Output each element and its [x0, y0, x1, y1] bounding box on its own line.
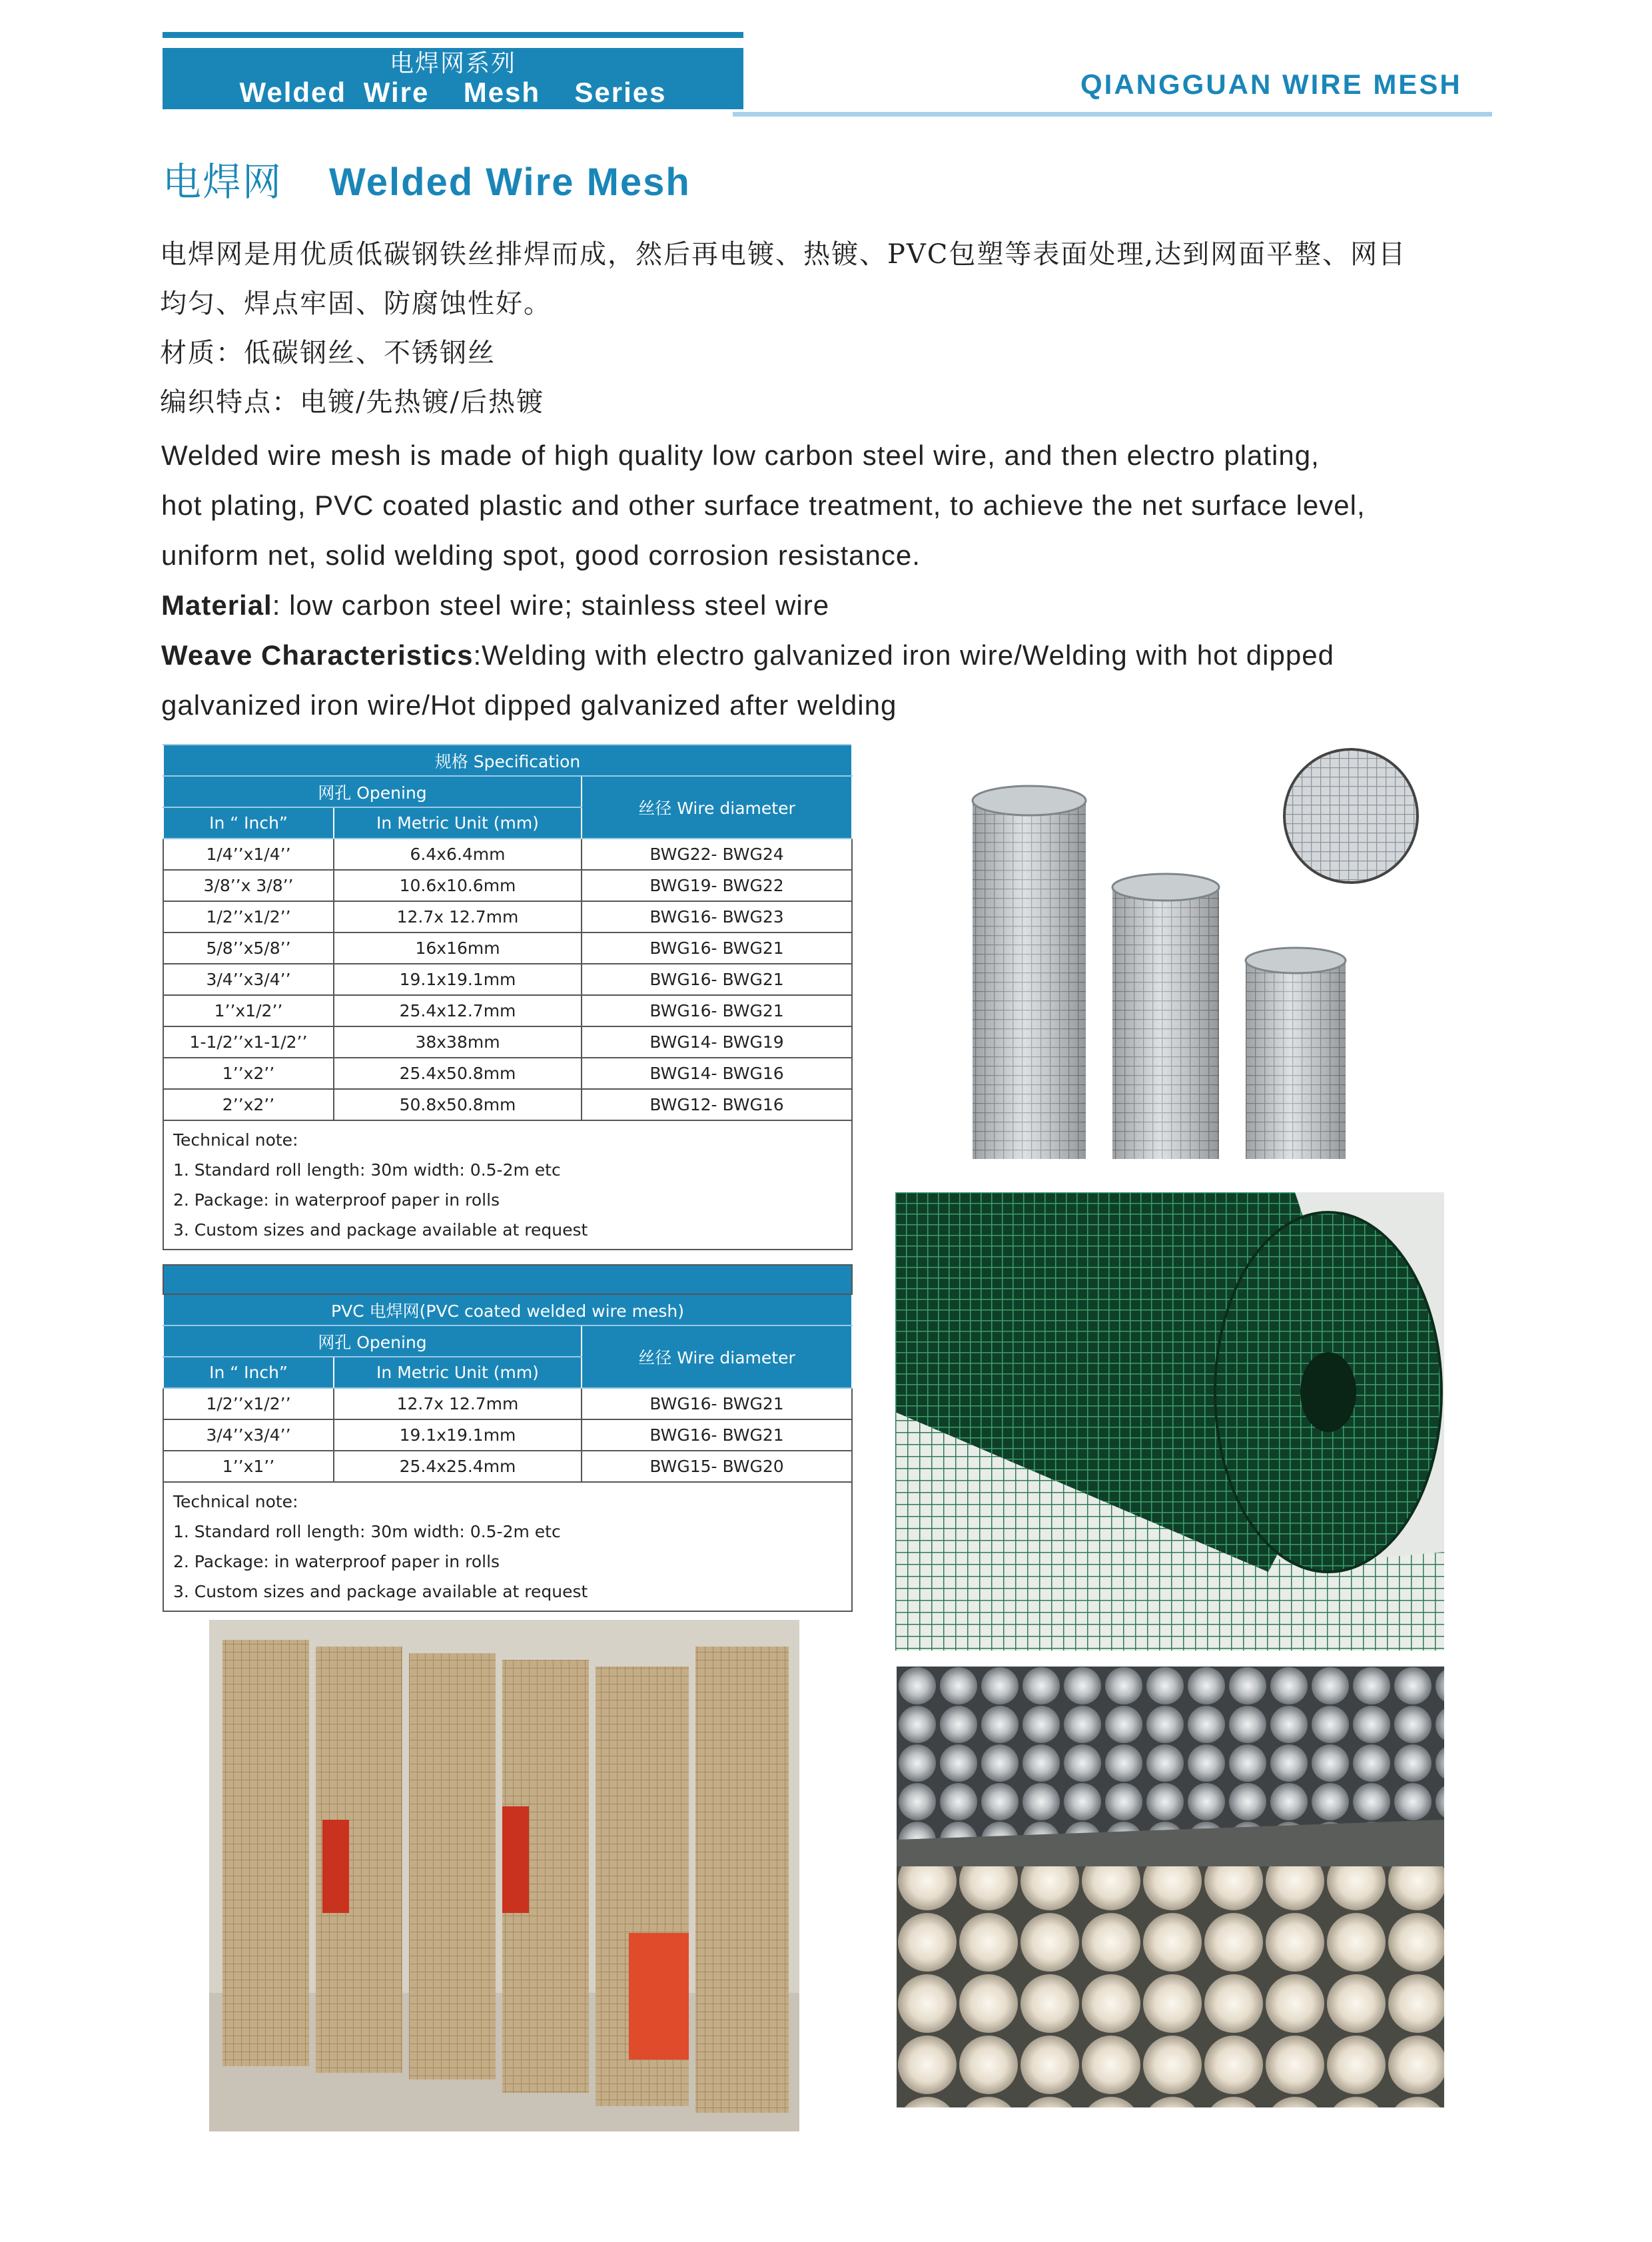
- intro-cn-line2: 均匀、焊点牢固、防腐蚀性好。: [160, 288, 552, 319]
- table-row: [163, 1388, 852, 1419]
- cell-wire: BWG16- BWG21: [582, 995, 852, 1026]
- material-en: [161, 589, 829, 621]
- header-divider: [733, 112, 1492, 117]
- table-row: [163, 839, 852, 870]
- series-banner: [163, 48, 743, 109]
- technical-note: [163, 1120, 852, 1250]
- cell-inch: 1/4’’x1/4’’: [163, 839, 334, 870]
- weave-en: [161, 639, 1334, 671]
- page-title: [163, 151, 691, 206]
- cell-metric: 38x38mm: [334, 1026, 582, 1058]
- cell-inch: 2’’x2’’: [163, 1089, 334, 1120]
- cell-metric: 25.4x50.8mm: [334, 1058, 582, 1089]
- opening-header: 网孔 Opening: [163, 776, 582, 807]
- cell-wire: BWG16- BWG21: [582, 1388, 852, 1419]
- cell-inch: 5/8’’x5/8’’: [163, 933, 334, 964]
- cell-metric: 10.6x10.6mm: [334, 870, 582, 901]
- material-text: : low carbon steel wire; stainless steel wire: [272, 589, 830, 621]
- cell-inch: 1’’x1’’: [163, 1451, 334, 1482]
- cell-metric: 12.7x 12.7mm: [334, 901, 582, 933]
- material-cn: 材质：低碳钢丝、不锈钢丝: [160, 338, 496, 368]
- cell-inch: 1/2’’x1/2’’: [163, 1388, 334, 1419]
- table-row: [163, 995, 852, 1026]
- intro-en-line3: uniform net, solid welding spot, good corrosion resistance.: [161, 540, 921, 571]
- cell-wire: BWG22- BWG24: [582, 839, 852, 870]
- inch-header: In “ Inch”: [163, 807, 334, 839]
- table-row: [163, 1419, 852, 1451]
- container-rolls-image: [897, 1667, 1444, 2107]
- cell-metric: 6.4x6.4mm: [334, 839, 582, 870]
- cell-metric: 19.1x19.1mm: [334, 964, 582, 995]
- brand-name: QIANGGUAN WIRE MESH: [1080, 69, 1462, 100]
- series-title-cn: 电焊网系列: [389, 50, 516, 77]
- cell-inch: 1’’x2’’: [163, 1058, 334, 1089]
- pvc-table-band: [163, 1265, 852, 1294]
- page-title-cn: 电焊网: [163, 159, 283, 204]
- cell-wire: BWG16- BWG23: [582, 901, 852, 933]
- intro-en-line2: hot plating, PVC coated plastic and other surface treatment, to achieve the net surface level,: [161, 490, 1366, 521]
- cell-inch: 3/8’’x 3/8’’: [163, 870, 334, 901]
- note-item: 3. Custom sizes and package available at request: [173, 1220, 588, 1240]
- pvc-spec-table: [163, 1264, 853, 1612]
- table-row: [163, 933, 852, 964]
- cell-wire: BWG14- BWG16: [582, 1058, 852, 1089]
- page-title-en: Welded Wire Mesh: [329, 161, 691, 204]
- cell-metric: 25.4x12.7mm: [334, 995, 582, 1026]
- cell-metric: 25.4x25.4mm: [334, 1451, 582, 1482]
- table-row: [163, 1058, 852, 1089]
- note-item: 1. Standard roll length: 30m width: 0.5-2m etc: [173, 1160, 561, 1180]
- packaged-rolls-image: [209, 1620, 799, 2131]
- intro-cn-line1: 电焊网是用优质低碳钢铁丝排焊而成，然后再电镀、热镀、PVC包塑等表面处理,达到网面平整、网目: [160, 239, 1407, 270]
- inch-header: In “ Inch”: [163, 1357, 334, 1388]
- metric-header: In Metric Unit (mm): [334, 1357, 582, 1388]
- cell-metric: 12.7x 12.7mm: [334, 1388, 582, 1419]
- cell-inch: 1’’x1/2’’: [163, 995, 334, 1026]
- spec-table-title: 规格 Specification: [163, 745, 852, 776]
- cell-wire: BWG16- BWG21: [582, 964, 852, 995]
- note-item: 3. Custom sizes and package available at request: [173, 1582, 588, 1601]
- cell-inch: 3/4’’x3/4’’: [163, 964, 334, 995]
- table-row: [163, 964, 852, 995]
- note-title: Technical note:: [173, 1130, 298, 1150]
- cell-wire: BWG12- BWG16: [582, 1089, 852, 1120]
- cell-metric: 16x16mm: [334, 933, 582, 964]
- table-row: [163, 1451, 852, 1482]
- material-label: Material: [161, 589, 272, 621]
- weave-label: Weave Characteristics: [161, 639, 474, 671]
- pvc-green-roll-image: [895, 1192, 1444, 1651]
- pvc-table-title: PVC 电焊网(PVC coated welded wire mesh): [163, 1294, 852, 1325]
- cell-wire: BWG16- BWG21: [582, 1419, 852, 1451]
- cell-metric: 19.1x19.1mm: [334, 1419, 582, 1451]
- wire-diameter-header: 丝径 Wire diameter: [582, 776, 852, 839]
- table-row: [163, 1026, 852, 1058]
- cell-wire: BWG14- BWG19: [582, 1026, 852, 1058]
- cell-metric: 50.8x50.8mm: [334, 1089, 582, 1120]
- cell-inch: 1-1/2’’x1-1/2’’: [163, 1026, 334, 1058]
- weave-en-line2: galvanized iron wire/Hot dipped galvanized after welding: [161, 689, 897, 721]
- note-title: Technical note:: [173, 1492, 298, 1511]
- note-item: 1. Standard roll length: 30m width: 0.5-2m etc: [173, 1522, 561, 1541]
- table-row: [163, 870, 852, 901]
- series-title-en: Welded Wire Mesh Series: [239, 77, 667, 108]
- table-row: [163, 1089, 852, 1120]
- intro-en-line1: Welded wire mesh is made of high quality low carbon steel wire, and then electro plating,: [161, 440, 1320, 471]
- galvanized-rolls-image: [919, 739, 1426, 1166]
- note-item: 2. Package: in waterproof paper in rolls: [173, 1190, 500, 1210]
- weave-cn: 编织特点：电镀/先热镀/后热镀: [160, 387, 544, 418]
- cell-wire: BWG15- BWG20: [582, 1451, 852, 1482]
- wire-diameter-header: 丝径 Wire diameter: [582, 1325, 852, 1388]
- cell-inch: 1/2’’x1/2’’: [163, 901, 334, 933]
- weave-text: :Welding with electro galvanized iron wire/Welding with hot dipped: [473, 639, 1334, 671]
- table-row: [163, 901, 852, 933]
- note-item: 2. Package: in waterproof paper in rolls: [173, 1552, 500, 1571]
- technical-note: [163, 1482, 852, 1611]
- header-top-line: [163, 32, 743, 38]
- spec-table: [163, 744, 853, 1250]
- cell-wire: BWG19- BWG22: [582, 870, 852, 901]
- opening-header: 网孔 Opening: [163, 1325, 582, 1357]
- cell-wire: BWG16- BWG21: [582, 933, 852, 964]
- cell-inch: 3/4’’x3/4’’: [163, 1419, 334, 1451]
- metric-header: In Metric Unit (mm): [334, 807, 582, 839]
